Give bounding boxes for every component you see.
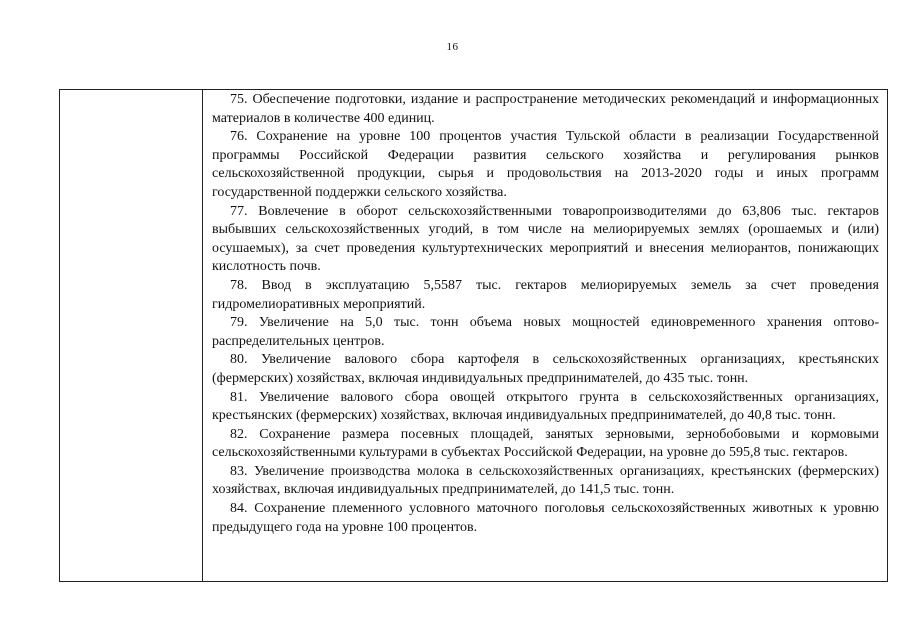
- paragraph-84: 84. Сохранение племенного условного маточного поголовья сельскохозяйственных животных к уровню предыдущего года на уровне 100 процентов.: [212, 501, 879, 535]
- paragraph-83: 83. Увеличение производства молока в сельскохозяйственных организациях, крестьянских (фермерских) хозяйствах, включая индивидуальных предпринимателей, до 141,5 тыс. тонн.: [212, 463, 879, 498]
- paragraph-82: 82. Сохранение размера посевных площадей, занятых зерновыми, зернобобовыми и кормовыми сельскохозяйственными культурами в субъектах Российской Федерации, на уровне до 595,8 тыс. гектаров.: [212, 426, 879, 461]
- document-table: [59, 89, 888, 582]
- column-divider: [202, 90, 203, 581]
- content-cell: [212, 91, 879, 537]
- page-number: 16: [446, 41, 459, 53]
- paragraph-76: 76. Сохранение на уровне 100 процентов участия Тульской области в реализации Государственной программы Российской Федерации развития сельского хозяйства и регулирования рынков сельскохозяйственной продукции, сырья и продовольствия на 2013-2020 годы и иных программ государственной поддержки сельского хозяйства.: [212, 129, 879, 200]
- paragraph-77: 77. Вовлечение в оборот сельскохозяйственными товаропроизводителями до 63,806 тыс. гектаров выбывших сельскохозяйственных угодий, в том числе на мелиорируемых землях (орошаемых и (или) осушаемых), за счет проведения культуртехнических мероприятий и внесения мелиорантов, понижающих кислотность почв.: [212, 203, 879, 275]
- paragraph-81: 81. Увеличение валового сбора овощей открытого грунта в сельскохозяйственных организациях, крестьянских (фермерских) хозяйствах, включая индивидуальных предпринимателей, до 40,8 тыс. тонн.: [212, 389, 879, 424]
- paragraph-80: 80. Увеличение валового сбора картофеля в сельскохозяйственных организациях, крестьянских (фермерских) хозяйствах, включая индивидуальных предпринимателей, до 435 тыс. тонн.: [212, 352, 879, 386]
- paragraph-75: 75. Обеспечение подготовки, издание и распространение методических рекомендаций и информационных материалов в количестве 400 единиц.: [212, 92, 879, 126]
- paragraph-79: 79. Увеличение на 5,0 тыс. тонн объема новых мощностей единовременного хранения оптово-распределительных центров.: [212, 315, 879, 349]
- paragraph-78: 78. Ввод в эксплуатацию 5,5587 тыс. гектаров мелиорируемых земель за счет проведения гидромелиоративных мероприятий.: [212, 277, 879, 312]
